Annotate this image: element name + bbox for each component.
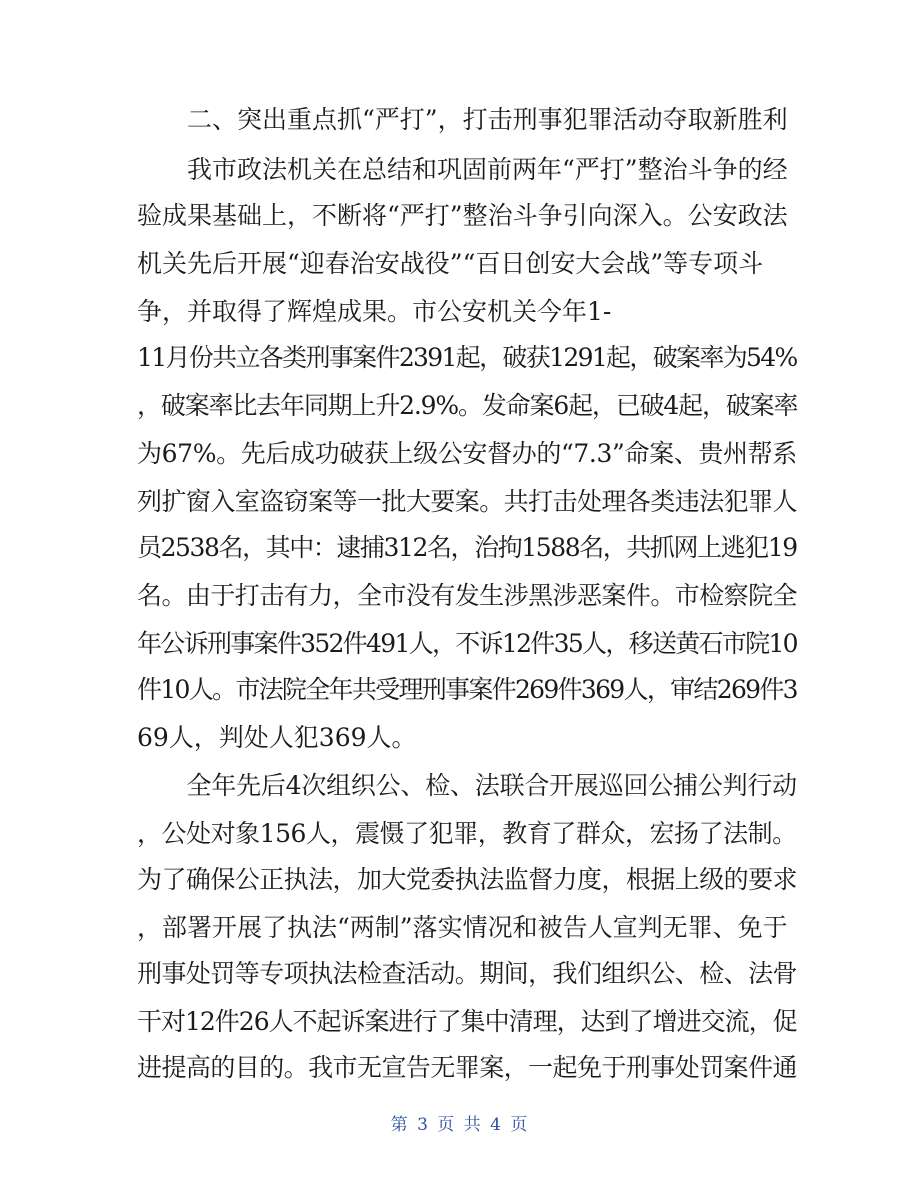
paragraph-line: 11月份共立各类刑事案件2391起，破获1291起，破案率为54%: [137, 343, 797, 372]
paragraph-line: 年公诉刑事案件352件491人，不诉12件35人，移送黄石市院10: [137, 629, 797, 658]
paragraph-line: 进提高的目的。我市无宣告无罪案，一起免于刑事处罚案件通: [137, 1053, 798, 1082]
paragraph-line: ，破案率比去年同期上升2.9%。发命案6起，已破4起，破案率: [137, 391, 798, 420]
paragraph-line: ，部署开展了执法“两制”落实情况和被告人宣判无罪、免于: [137, 913, 788, 942]
paragraph-line: 为了确保公正执法，加大党委执法监督力度，根据上级的要求: [137, 865, 798, 894]
page-number-footer: 第 3 页 共 4 页: [390, 1115, 530, 1135]
paragraph-line: 为67%。先后成功破获上级公安督办的“7.3”命案、贵州帮系: [137, 439, 797, 468]
paragraph-line: 全年先后4次组织公、检、法联合开展巡回公捕公判行动: [137, 771, 797, 800]
paragraph-line: 69人，判处人犯369人。: [137, 723, 417, 752]
paragraph-line: 名。由于打击有力，全市没有发生涉黑涉恶案件。市检察院全: [137, 581, 798, 610]
paragraph-line: 验成果基础上，不断将“严打”整治斗争引向深入。公安政法: [137, 201, 788, 230]
paragraph-line: 机关先后开展“迎春治安战役”“百日创安大会战”等专项斗: [137, 249, 764, 278]
paragraph-line: ，公处对象156人，震慑了犯罪，教育了群众，宏扬了法制。: [137, 819, 797, 848]
paragraph-line: 我市政法机关在总结和巩固前两年“严打”整治斗争的经: [137, 155, 788, 184]
paragraph-line: 争，并取得了辉煌成果。市公安机关今年1-: [137, 297, 612, 326]
paragraph-line: 刑事处罚等专项执法检查活动。期间，我们组织公、检、法骨: [137, 959, 798, 988]
paragraph-line: 员2538名，其中：逮捕312名，治拘1588名，共抓网上逃犯19: [137, 533, 797, 562]
paragraph-line: 列扩窗入室盗窃案等一批大要案。共打击处理各类违法犯罪人: [137, 487, 798, 516]
paragraph-line: 干对12件26人不起诉案进行了集中清理，达到了增进交流，促: [137, 1007, 797, 1036]
heading-line: 二、突出重点抓“严打”，打击刑事犯罪活动夺取新胜利: [137, 105, 788, 134]
paragraph-line: 件10人。市法院全年共受理刑事案件269件369人，审结269件3: [137, 675, 797, 704]
